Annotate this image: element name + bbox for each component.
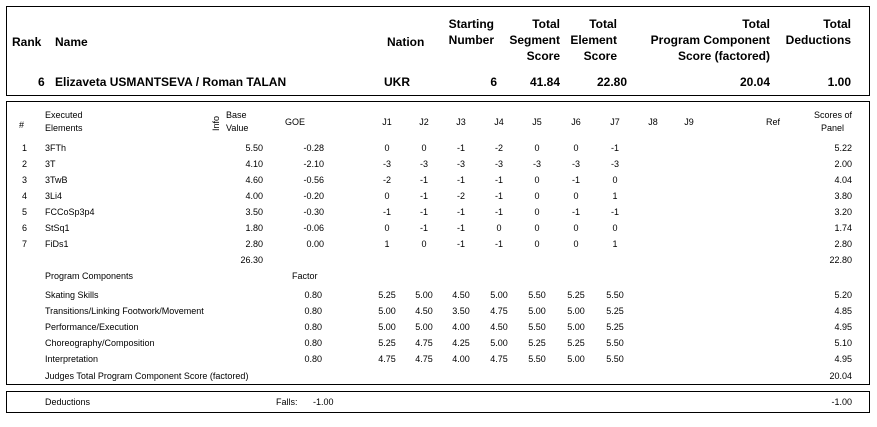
judge-header-4: J4 — [494, 117, 504, 127]
element-judge-score: -3 — [494, 159, 503, 169]
component-judge-score: 5.25 — [528, 338, 546, 348]
component-judge-score: 4.75 — [378, 354, 396, 364]
element-name: 3T — [45, 159, 56, 169]
col-panel-header-1: Scores of — [813, 110, 852, 120]
component-judge-score: 5.25 — [567, 290, 585, 300]
element-judge-score: 0 — [612, 175, 618, 185]
skater-starting-number: 6 — [490, 75, 497, 89]
tes-label-2: Element — [570, 33, 617, 47]
col-executed-header-2: Elements — [45, 123, 83, 133]
skater-tss: 41.84 — [529, 75, 560, 89]
element-num: 6 — [22, 223, 28, 233]
judge-header-9: J9 — [684, 117, 694, 127]
starting-label-1: Starting — [448, 17, 494, 31]
component-judge-score: 5.25 — [378, 290, 396, 300]
element-judge-score: -1 — [456, 207, 465, 217]
component-factor: 0.80 — [304, 354, 322, 364]
component-name: Choreography/Composition — [45, 338, 155, 348]
col-executed-header-1: Executed — [45, 110, 83, 120]
element-judge-score: -3 — [571, 159, 580, 169]
element-judge-score: -1 — [494, 175, 503, 185]
judge-header-8: J8 — [648, 117, 658, 127]
element-num: 7 — [22, 239, 28, 249]
element-judge-score: -1 — [419, 207, 428, 217]
element-judge-score: 0 — [534, 175, 540, 185]
col-ref-header: Ref — [766, 117, 781, 127]
ded-label-2: Deductions — [785, 33, 851, 47]
deductions-total: -1.00 — [831, 397, 852, 407]
element-base: 4.00 — [245, 191, 263, 201]
component-judge-score: 4.75 — [415, 338, 433, 348]
skater-tes: 22.80 — [596, 75, 627, 89]
col-panel-header-2: Panel — [820, 123, 844, 133]
component-judge-score: 5.00 — [528, 306, 546, 316]
element-name: FiDs1 — [45, 239, 69, 249]
element-base: 3.50 — [245, 207, 263, 217]
element-judge-score: -1 — [456, 175, 465, 185]
component-factor: 0.80 — [304, 322, 322, 332]
element-judge-score: 0 — [573, 143, 579, 153]
component-judge-score: 5.00 — [567, 306, 585, 316]
component-judge-score: 4.75 — [490, 306, 508, 316]
component-judge-score: 5.00 — [378, 306, 396, 316]
element-goe: -0.30 — [303, 207, 324, 217]
element-judge-score: -1 — [494, 191, 503, 201]
pcs-label-3: Score (factored) — [677, 49, 770, 63]
element-judge-score: -1 — [610, 143, 619, 153]
judge-header-5: J5 — [532, 117, 542, 127]
component-judge-score: 4.50 — [490, 322, 508, 332]
component-panel-score: 5.10 — [834, 338, 852, 348]
element-goe: -0.20 — [303, 191, 324, 201]
element-name: 3Li4 — [45, 191, 63, 201]
element-judge-score: 0 — [573, 239, 579, 249]
element-base: 1.80 — [245, 223, 263, 233]
element-goe: -0.06 — [303, 223, 324, 233]
element-judge-score: -1 — [419, 223, 428, 233]
element-judge-score: -3 — [382, 159, 391, 169]
element-judge-score: 0 — [534, 143, 540, 153]
element-judge-score: -3 — [532, 159, 541, 169]
component-name: Performance/Execution — [45, 322, 139, 332]
component-judge-score: 5.00 — [378, 322, 396, 332]
component-panel-score: 4.95 — [834, 322, 852, 332]
component-judge-score: 4.00 — [452, 322, 470, 332]
element-name: 3TwB — [45, 175, 68, 185]
element-num: 1 — [22, 143, 28, 153]
element-judge-score: -1 — [456, 239, 465, 249]
rank-label: Rank — [12, 35, 42, 49]
component-judge-score: 5.00 — [415, 290, 433, 300]
component-panel-score: 4.95 — [834, 354, 852, 364]
element-judge-score: 0 — [384, 143, 390, 153]
element-goe: 0.00 — [306, 239, 324, 249]
component-judge-score: 5.00 — [415, 322, 433, 332]
element-base: 5.50 — [245, 143, 263, 153]
element-judge-score: 0 — [421, 143, 427, 153]
component-judge-score: 5.50 — [528, 290, 546, 300]
element-judge-score: 0 — [421, 239, 427, 249]
element-name: 3FTh — [45, 143, 67, 153]
col-num-header: # — [19, 120, 25, 130]
element-num: 2 — [22, 159, 28, 169]
starting-label-2: Number — [448, 33, 494, 47]
element-judge-score: -3 — [419, 159, 428, 169]
col-base-header-1: Base — [226, 110, 247, 120]
judge-header-6: J6 — [571, 117, 581, 127]
element-judge-score: 0 — [534, 239, 540, 249]
element-judge-score: -1 — [456, 223, 465, 233]
component-factor: 0.80 — [304, 290, 322, 300]
component-name: Skating Skills — [45, 290, 99, 300]
skater-name: Elizaveta USMANTSEVA / Roman TALAN — [55, 75, 287, 89]
component-judge-score: 5.25 — [606, 306, 624, 316]
element-judge-score: 0 — [384, 223, 390, 233]
component-judge-score: 3.50 — [452, 306, 470, 316]
component-judge-score: 4.75 — [490, 354, 508, 364]
component-judge-score: 5.00 — [567, 322, 585, 332]
judge-header-7: J7 — [610, 117, 620, 127]
falls-label: Falls: — [276, 397, 298, 407]
col-goe-header: GOE — [285, 117, 306, 127]
pcs-label-1: Total — [742, 17, 770, 31]
element-judge-score: 0 — [612, 223, 618, 233]
elements-total-panel: 22.80 — [829, 255, 852, 265]
tes-label-1: Total — [589, 17, 617, 31]
element-panel-score: 1.74 — [834, 223, 852, 233]
element-judge-score: -2 — [494, 143, 503, 153]
component-factor: 0.80 — [304, 338, 322, 348]
element-num: 3 — [22, 175, 28, 185]
element-num: 5 — [22, 207, 28, 217]
component-panel-score: 4.85 — [834, 306, 852, 316]
component-judge-score: 5.00 — [490, 290, 508, 300]
element-judge-score: 0 — [496, 223, 502, 233]
element-num: 4 — [22, 191, 28, 201]
element-base: 4.60 — [245, 175, 263, 185]
components-total-value: 20.04 — [829, 371, 852, 381]
nation-label: Nation — [387, 35, 425, 49]
element-panel-score: 3.80 — [834, 191, 852, 201]
element-judge-score: 0 — [573, 191, 579, 201]
element-judge-score: 0 — [573, 223, 579, 233]
component-judge-score: 4.00 — [452, 354, 470, 364]
tss-label-2: Segment — [509, 33, 560, 47]
judge-header-3: J3 — [456, 117, 466, 127]
element-judge-score: 0 — [534, 191, 540, 201]
element-base: 2.80 — [245, 239, 263, 249]
component-name: Interpretation — [45, 354, 99, 364]
component-judge-score: 5.50 — [606, 354, 624, 364]
element-judge-score: -1 — [419, 175, 428, 185]
element-goe: -2.10 — [303, 159, 324, 169]
element-judge-score: -1 — [494, 207, 503, 217]
skater-pcs: 20.04 — [739, 75, 770, 89]
tes-label-3: Score — [583, 49, 617, 63]
skater-rank: 6 — [38, 75, 45, 89]
element-panel-score: 4.04 — [834, 175, 852, 185]
component-judge-score: 5.00 — [567, 354, 585, 364]
component-judge-score: 5.50 — [528, 354, 546, 364]
component-judge-score: 5.25 — [378, 338, 396, 348]
component-judge-score: 4.25 — [452, 338, 470, 348]
element-judge-score: -3 — [610, 159, 619, 169]
components-factor-header: Factor — [292, 271, 318, 281]
element-judge-score: 0 — [534, 223, 540, 233]
component-name: Transitions/Linking Footwork/Movement — [45, 306, 204, 316]
component-judge-score: 5.50 — [606, 338, 624, 348]
pcs-label-2: Program Component — [650, 33, 770, 47]
component-judge-score: 5.50 — [528, 322, 546, 332]
element-judge-score: 0 — [384, 191, 390, 201]
element-panel-score: 5.22 — [834, 143, 852, 153]
element-judge-score: -1 — [382, 207, 391, 217]
element-goe: -0.56 — [303, 175, 324, 185]
col-info-header: Info — [211, 115, 222, 132]
col-base-header-2: Value — [226, 123, 249, 133]
elements-total-base: 26.30 — [240, 255, 263, 265]
element-panel-score: 2.00 — [834, 159, 852, 169]
tss-label-3: Score — [526, 49, 560, 63]
deductions-box — [6, 391, 870, 413]
component-judge-score: 4.50 — [452, 290, 470, 300]
component-factor: 0.80 — [304, 306, 322, 316]
judge-header-1: J1 — [382, 117, 392, 127]
element-goe: -0.28 — [303, 143, 324, 153]
ded-label-1: Total — [823, 17, 851, 31]
element-judge-score: -1 — [456, 143, 465, 153]
components-header-label: Program Components — [45, 271, 134, 281]
component-panel-score: 5.20 — [834, 290, 852, 300]
element-judge-score: 1 — [384, 239, 390, 249]
component-judge-score: 4.75 — [415, 354, 433, 364]
element-judge-score: -2 — [456, 191, 465, 201]
element-base: 4.10 — [245, 159, 263, 169]
element-name: FCCoSp3p4 — [45, 207, 95, 217]
element-judge-score: -1 — [610, 207, 619, 217]
skater-nation: UKR — [384, 75, 410, 89]
element-judge-score: -1 — [571, 175, 580, 185]
element-judge-score: 1 — [612, 239, 618, 249]
component-judge-score: 5.25 — [606, 322, 624, 332]
element-judge-score: -1 — [494, 239, 503, 249]
component-judge-score: 4.50 — [415, 306, 433, 316]
element-judge-score: -1 — [419, 191, 428, 201]
skater-deductions: 1.00 — [827, 75, 851, 89]
element-judge-score: 0 — [534, 207, 540, 217]
element-panel-score: 2.80 — [834, 239, 852, 249]
judge-header-2: J2 — [419, 117, 429, 127]
components-total-label: Judges Total Program Component Score (factored) — [45, 371, 249, 381]
element-name: StSq1 — [45, 223, 70, 233]
component-judge-score: 5.00 — [490, 338, 508, 348]
element-panel-score: 3.20 — [834, 207, 852, 217]
component-judge-score: 5.50 — [606, 290, 624, 300]
element-judge-score: -3 — [456, 159, 465, 169]
element-judge-score: -2 — [382, 175, 391, 185]
element-judge-score: -1 — [571, 207, 580, 217]
deductions-label: Deductions — [45, 397, 91, 407]
falls-value: -1.00 — [313, 397, 334, 407]
tss-label-1: Total — [532, 17, 560, 31]
name-label: Name — [55, 35, 88, 49]
component-judge-score: 5.25 — [567, 338, 585, 348]
element-judge-score: 1 — [612, 191, 618, 201]
